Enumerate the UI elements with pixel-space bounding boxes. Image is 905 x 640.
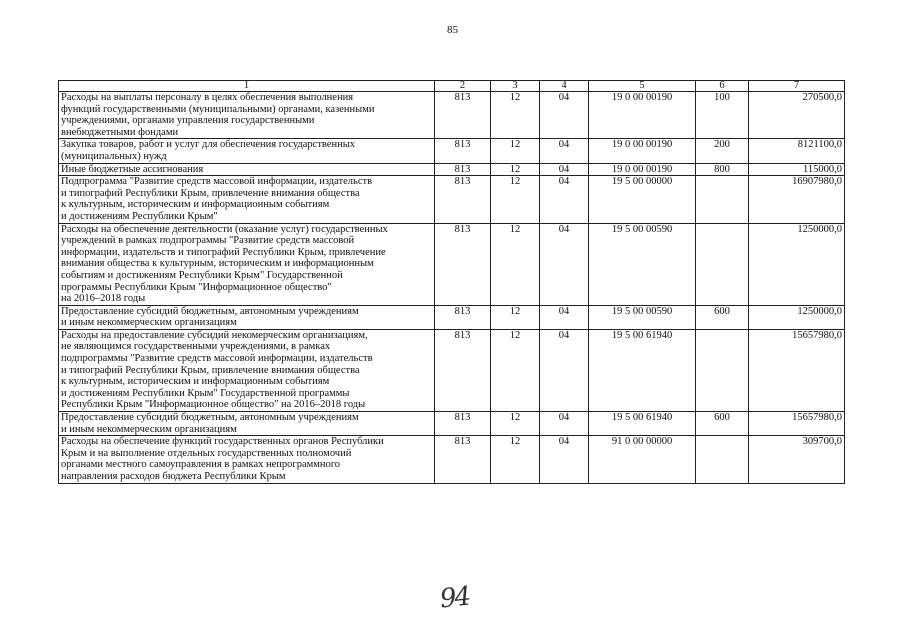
row-description: Расходы на выплаты персоналу в целях обеспечения выполнения функций государственными (муниципальными) органами, казенными учреждениями, органами управления государственными внебюджетными фондами bbox=[59, 92, 435, 139]
row-subsection-code: 04 bbox=[540, 305, 589, 329]
row-section-code: 12 bbox=[491, 176, 540, 223]
table-row bbox=[59, 92, 845, 139]
row-amount: 8121100,0 bbox=[749, 139, 845, 163]
row-amount: 309700,0 bbox=[749, 436, 845, 483]
row-amount: 270500,0 bbox=[749, 92, 845, 139]
row-amount: 15657980,0 bbox=[749, 329, 845, 411]
row-expense-type: 200 bbox=[696, 139, 749, 163]
row-grbs-code: 813 bbox=[435, 412, 491, 436]
header-col-2: 2 bbox=[435, 81, 491, 92]
row-target-article: 19 5 00 61940 bbox=[589, 329, 696, 411]
header-col-4: 4 bbox=[540, 81, 589, 92]
row-description: Предоставление субсидий бюджетным, автономным учреждениям и иным некоммерческим организациям bbox=[59, 305, 435, 329]
row-grbs-code: 813 bbox=[435, 329, 491, 411]
row-section-code: 12 bbox=[491, 163, 540, 176]
row-description: Предоставление субсидий бюджетным, автономным учреждениям и иным некоммерческим организациям bbox=[59, 412, 435, 436]
row-target-article: 19 5 00 00590 bbox=[589, 305, 696, 329]
table-row bbox=[59, 305, 845, 329]
row-expense-type bbox=[696, 223, 749, 305]
row-grbs-code: 813 bbox=[435, 223, 491, 305]
row-target-article: 19 0 00 00190 bbox=[589, 92, 696, 139]
row-grbs-code: 813 bbox=[435, 305, 491, 329]
table-row bbox=[59, 436, 845, 483]
row-expense-type bbox=[696, 329, 749, 411]
row-target-article: 19 5 00 61940 bbox=[589, 412, 696, 436]
header-row bbox=[59, 81, 845, 92]
page-number: 85 bbox=[447, 24, 458, 36]
header-col-7: 7 bbox=[749, 81, 845, 92]
row-expense-type bbox=[696, 436, 749, 483]
row-target-article: 91 0 00 00000 bbox=[589, 436, 696, 483]
table-row bbox=[59, 329, 845, 411]
row-amount: 15657980,0 bbox=[749, 412, 845, 436]
row-grbs-code: 813 bbox=[435, 176, 491, 223]
header-col-5: 5 bbox=[589, 81, 696, 92]
row-description: Расходы на обеспечение функций государственных органов Республики Крым и на выполнение отдельных государственных полномочий органами местного самоуправления в рамках непрограммного направления расходов бюджета Республики Крым bbox=[59, 436, 435, 483]
row-description: Расходы на предоставление субсидий некомерческим организациям, не являющимся государственными учреждениями, в рамках подпрограммы "Развитие средств массовой информации, издательств и типографий Республики Крым, привлечение внимания общества к культурным, историческим и информационным событиям и достижениям Республики Крым" Государственной программы Республики Крым "Информационное общество" на 2016–2018 годы bbox=[59, 329, 435, 411]
row-section-code: 12 bbox=[491, 329, 540, 411]
row-section-code: 12 bbox=[491, 139, 540, 163]
row-grbs-code: 813 bbox=[435, 92, 491, 139]
row-description: Закупка товаров, работ и услуг для обеспечения государственных (муниципальных) нужд bbox=[59, 139, 435, 163]
row-subsection-code: 04 bbox=[540, 436, 589, 483]
row-subsection-code: 04 bbox=[540, 139, 589, 163]
row-subsection-code: 04 bbox=[540, 412, 589, 436]
header-col-3: 3 bbox=[491, 81, 540, 92]
row-grbs-code: 813 bbox=[435, 436, 491, 483]
row-description: Подпрограмма "Развитие средств массовой информации, издательств и типографий Республики Крым, привлечение внимания общества к культурным, историческим и информационным событиям и достижениям Республики Крым" bbox=[59, 176, 435, 223]
row-subsection-code: 04 bbox=[540, 176, 589, 223]
row-amount: 1250000,0 bbox=[749, 223, 845, 305]
table-row bbox=[59, 412, 845, 436]
row-target-article: 19 0 00 00190 bbox=[589, 163, 696, 176]
row-expense-type: 800 bbox=[696, 163, 749, 176]
table-row bbox=[59, 176, 845, 223]
row-subsection-code: 04 bbox=[540, 163, 589, 176]
row-section-code: 12 bbox=[491, 412, 540, 436]
row-grbs-code: 813 bbox=[435, 163, 491, 176]
row-expense-type: 600 bbox=[696, 305, 749, 329]
row-section-code: 12 bbox=[491, 305, 540, 329]
row-description: Иные бюджетные ассигнования bbox=[59, 163, 435, 176]
row-subsection-code: 04 bbox=[540, 92, 589, 139]
row-target-article: 19 5 00 00590 bbox=[589, 223, 696, 305]
header-col-6: 6 bbox=[696, 81, 749, 92]
row-amount: 16907980,0 bbox=[749, 176, 845, 223]
row-subsection-code: 04 bbox=[540, 223, 589, 305]
row-subsection-code: 04 bbox=[540, 329, 589, 411]
header-col-1: 1 bbox=[59, 81, 435, 92]
row-section-code: 12 bbox=[491, 223, 540, 305]
row-expense-type bbox=[696, 176, 749, 223]
row-expense-type: 100 bbox=[696, 92, 749, 139]
table-row bbox=[59, 139, 845, 163]
row-amount: 115000,0 bbox=[749, 163, 845, 176]
table-row bbox=[59, 163, 845, 176]
row-amount: 1250000,0 bbox=[749, 305, 845, 329]
handwritten-page-mark: 94 bbox=[438, 581, 471, 615]
table-row bbox=[59, 223, 845, 305]
row-target-article: 19 5 00 00000 bbox=[589, 176, 696, 223]
row-description: Расходы на обеспечение деятельности (оказание услуг) государственных учреждений в рамках подпрограммы "Развитие средств массовой информации, издательств и типографий Республики Крым, привлечение внимания общества к культурным, историческим и информационным событиям и достижениям Республики Крым" Государственной программы Республики Крым "Информационное общество" на 2016–2018 годы bbox=[59, 223, 435, 305]
row-section-code: 12 bbox=[491, 92, 540, 139]
row-expense-type: 600 bbox=[696, 412, 749, 436]
row-section-code: 12 bbox=[491, 436, 540, 483]
row-target-article: 19 0 00 00190 bbox=[589, 139, 696, 163]
budget-table bbox=[58, 80, 845, 484]
row-grbs-code: 813 bbox=[435, 139, 491, 163]
